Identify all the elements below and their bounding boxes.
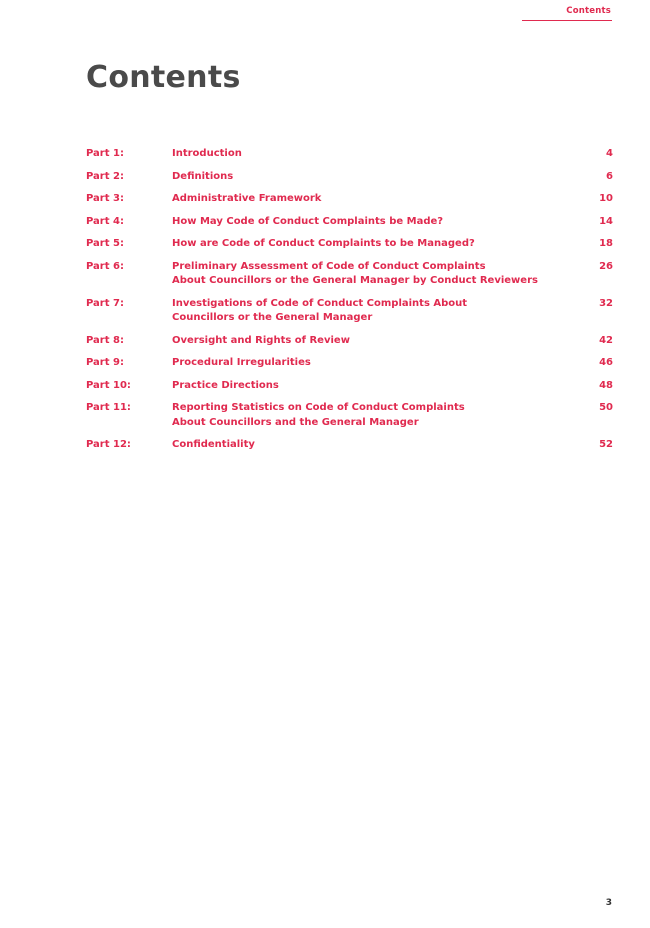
toc-title[interactable] [172, 401, 573, 430]
toc-entry[interactable] [86, 192, 613, 207]
toc-title-line: Confidentiality [172, 439, 255, 450]
toc-part-label: Part 7: [86, 297, 124, 309]
toc-entry[interactable] [86, 147, 613, 162]
toc-page-number: 4 [606, 148, 613, 159]
toc-part-label: Part 8: [86, 334, 124, 346]
toc-part-label: Part 1: [86, 148, 124, 159]
toc-page-number: 48 [599, 379, 613, 391]
toc-title[interactable] [172, 356, 573, 371]
toc-part-label: Part 3: [86, 193, 124, 204]
table-of-contents [86, 147, 613, 461]
toc-title[interactable] [172, 192, 573, 207]
toc-part-label: Part 12: [86, 439, 131, 450]
toc-title-line: Reporting Statistics on Code of Conduct Complaints [172, 402, 465, 413]
toc-title[interactable] [172, 237, 573, 252]
toc-entry[interactable] [86, 379, 613, 394]
header-divider [522, 20, 612, 21]
toc-page-number: 42 [599, 334, 613, 346]
toc-title[interactable] [172, 170, 573, 185]
toc-page-number: 46 [599, 357, 613, 368]
toc-page-number: 18 [599, 238, 613, 249]
toc-part-label: Part 9: [86, 357, 124, 368]
toc-entry[interactable] [86, 438, 613, 453]
toc-title-line: About Councillors and the General Manager [172, 416, 419, 428]
toc-title[interactable] [172, 215, 573, 230]
toc-page-number: 26 [599, 260, 613, 272]
toc-title[interactable] [172, 297, 573, 326]
toc-title-line: Preliminary Assessment of Code of Conduct Complaints [172, 260, 486, 272]
toc-page-number: 10 [599, 193, 613, 204]
toc-part-label: Part 4: [86, 215, 124, 227]
toc-title-line: Procedural Irregularities [172, 357, 311, 368]
toc-title[interactable] [172, 334, 573, 349]
toc-entry[interactable] [86, 356, 613, 371]
toc-title-line: Councillors or the General Manager [172, 312, 373, 323]
toc-part-label: Part 5: [86, 238, 124, 249]
toc-entry[interactable] [86, 334, 613, 349]
toc-entry[interactable] [86, 297, 613, 326]
toc-entry[interactable] [86, 170, 613, 185]
toc-title-line: Oversight and Rights of Review [172, 334, 350, 346]
toc-title-line: How are Code of Conduct Complaints to be Managed? [172, 238, 475, 249]
toc-title[interactable] [172, 147, 573, 162]
toc-title[interactable] [172, 260, 573, 289]
running-header: Contents [566, 6, 611, 16]
toc-page-number: 14 [599, 215, 613, 227]
toc-entry[interactable] [86, 215, 613, 230]
toc-title-line: Introduction [172, 148, 242, 159]
toc-page-number: 32 [599, 297, 613, 309]
toc-entry[interactable] [86, 401, 613, 430]
toc-title-line: Investigations of Code of Conduct Complaints About [172, 297, 468, 309]
toc-title-line: How May Code of Conduct Complaints be Made? [172, 215, 444, 227]
toc-part-label: Part 10: [86, 379, 131, 391]
toc-title-line: Practice Directions [172, 379, 279, 391]
toc-title-line: Administrative Framework [172, 193, 322, 204]
toc-page-number: 50 [599, 402, 613, 413]
toc-part-label: Part 11: [86, 402, 131, 413]
toc-title-line: About Councillors or the General Manager by Conduct Reviewers [172, 275, 538, 286]
toc-page-number: 52 [599, 439, 613, 450]
toc-entry[interactable] [86, 237, 613, 252]
page-number: 3 [605, 898, 612, 908]
toc-page-number: 6 [606, 170, 613, 182]
page-title: Contents [86, 60, 241, 95]
toc-entry[interactable] [86, 260, 613, 289]
toc-part-label: Part 2: [86, 170, 124, 182]
toc-title[interactable] [172, 379, 573, 394]
toc-title[interactable] [172, 438, 573, 453]
toc-title-line: Definitions [172, 170, 234, 182]
toc-part-label: Part 6: [86, 260, 124, 272]
